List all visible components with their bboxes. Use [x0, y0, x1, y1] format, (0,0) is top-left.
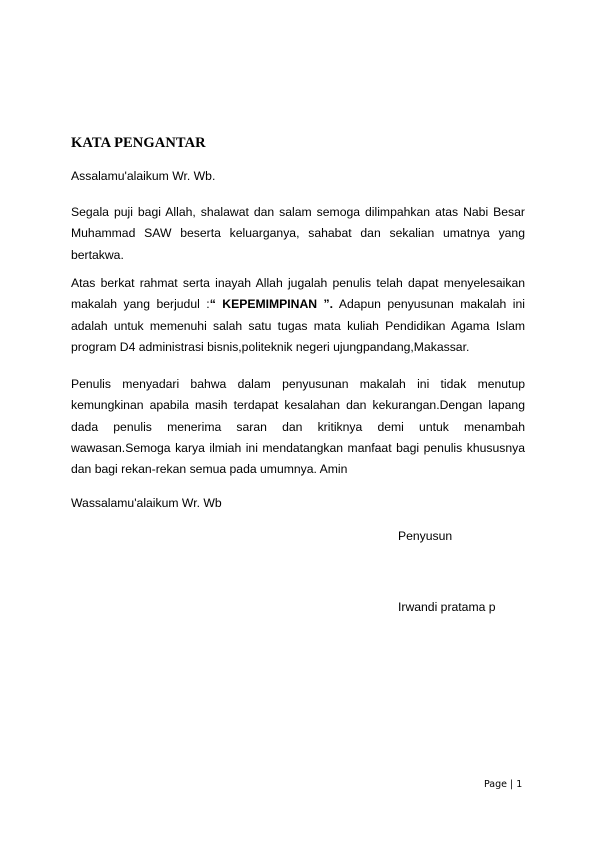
footer-page-label: Page: [484, 779, 507, 790]
paragraph-2-before: Atas berkat rahmat serta inayah Allah jugalah penulis telah dapat menyelesaikan makalah yang berjudul :: [71, 276, 525, 312]
paragraph-2-after: Adapun penyusunan makalah ini adalah untuk memenuhi salah satu tugas mata kuliah Pendidikan Agama Islam program D4 administrasi bisnis,politeknik negeri ujungpandang,Makassar.: [71, 297, 525, 354]
closing-text: Wassalamu'alaikum Wr. Wb: [71, 496, 222, 510]
paragraph-2: [71, 273, 525, 358]
paragraph-1: Segala puji bagi Allah, shalawat dan salam semoga dilimpahkan atas Nabi Besar Muhammad SAW beserta keluarganya, sahabat dan sekalian umatnya yang bertakwa.: [71, 205, 525, 262]
footer-page-number: 1: [516, 779, 523, 790]
paragraph-2-title-highlight: “ KEPEMIMPINAN ”.: [209, 297, 334, 312]
footer-separator: |: [510, 779, 514, 790]
paragraph-3: Penulis menyadari bahwa dalam penyusunan makalah ini tidak menutup kemungkinan apabila masih terdapat kesalahan dan kekurangan.Dengan lapang dada penulis menerima saran dan kritiknya demi untuk menambah wawasan.Semoga karya ilmiah ini mendatangkan manfaat bagi penulis khususnya dan bagi rekan-rekan semua pada umumnya. Amin: [71, 377, 525, 477]
author-name: Irwandi pratama p: [398, 600, 496, 614]
author-role: Penyusun: [398, 529, 453, 543]
document-title: KATA PENGANTAR: [71, 135, 206, 151]
greeting-text: Assalamu'alaikum Wr. Wb.: [71, 169, 216, 183]
page-footer: [484, 779, 522, 790]
